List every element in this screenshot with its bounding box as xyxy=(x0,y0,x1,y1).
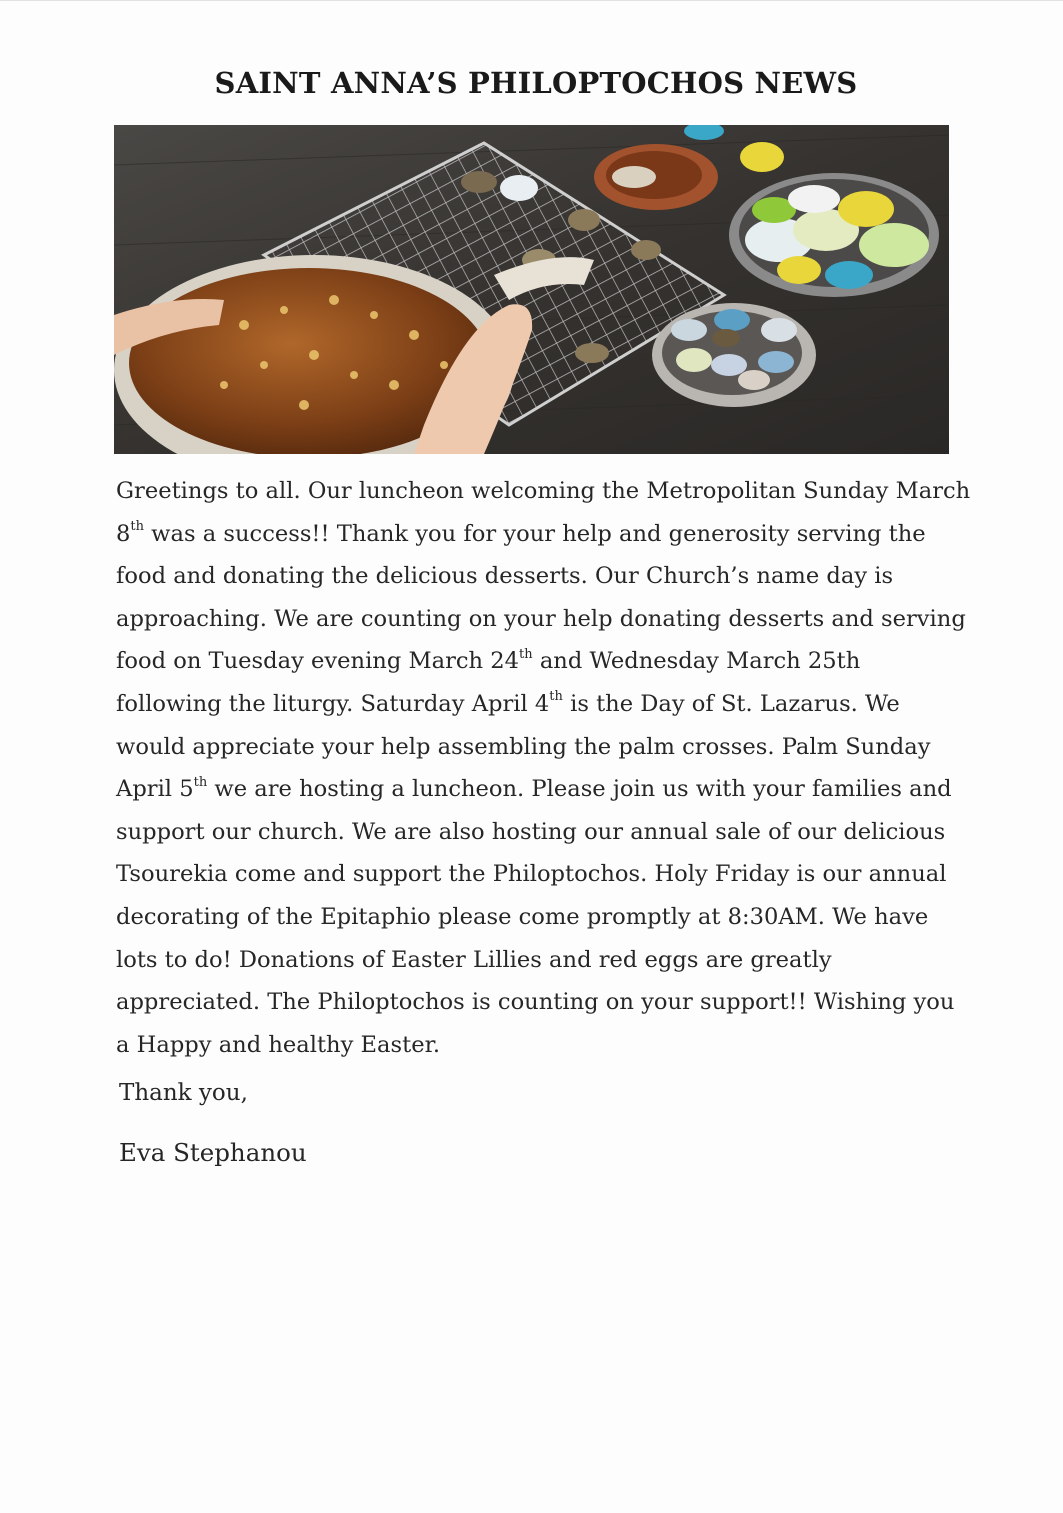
body-line-9: support our church. We are also hosting our annual sale of our delicious xyxy=(116,818,946,845)
body-line-4: approaching. We are counting on your help donating desserts and serving xyxy=(116,605,966,632)
body-line-1: Greetings to all. Our luncheon welcoming the Metropolitan Sunday March xyxy=(116,478,971,504)
body-line-3: food and donating the delicious desserts. Our Church’s name day is xyxy=(116,563,894,590)
body-line-2: 8th was a success!! Thank you for your help and generosity serving the xyxy=(116,519,926,547)
scan-edge xyxy=(0,0,1063,1)
body-line-12: lots to do! Donations of Easter Lillies and red eggs are greatly xyxy=(116,946,832,973)
body-line-7: would appreciate your help assembling the palm crosses. Palm Sunday xyxy=(116,733,931,760)
body-line-11: decorating of the Epitaphio please come promptly at 8:30AM. We have xyxy=(116,903,929,930)
body-line-5: food on Tuesday evening March 24th and Wednesday March 25th xyxy=(116,646,861,675)
body-line-8: April 5th we are hosting a luncheon. Please join us with your families and xyxy=(116,774,952,803)
closing-line: Thank you, xyxy=(119,1080,248,1106)
newsletter-title: SAINT ANNA’S PHILOPTOCHOS NEWS xyxy=(214,66,858,100)
signature-name: Eva Stephanou xyxy=(119,1138,307,1167)
body-line-13: appreciated. The Philoptochos is counting on your support!! Wishing you xyxy=(116,989,955,1016)
easter-bread-and-eggs-photo xyxy=(114,125,949,454)
body-line-6: following the liturgy. Saturday April 4th is the Day of St. Lazarus. We xyxy=(116,689,900,717)
body-text xyxy=(116,470,976,1066)
body-line-10: Tsourekia come and support the Philoptochos. Holy Friday is our annual xyxy=(116,861,947,888)
body-line-14: a Happy and healthy Easter. xyxy=(116,1031,441,1058)
